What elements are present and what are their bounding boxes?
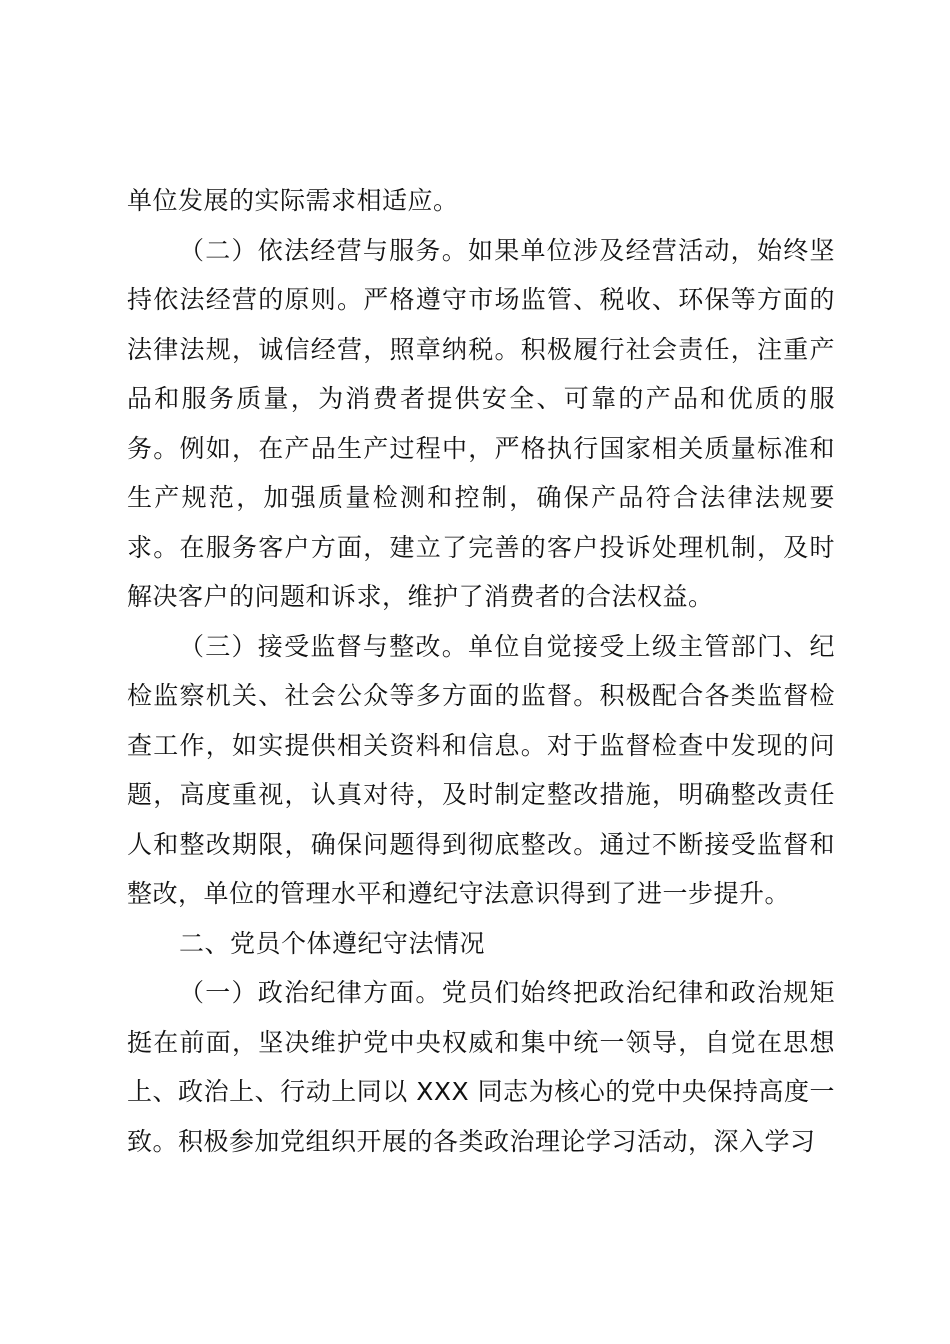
paragraph-supervision-rectification: （三）接受监督与整改。单位自觉接受上级主管部门、纪检监察机关、社会公众等多方面的监督。积极配合各类监督检查工作，如实提供相关资料和信息。对于监督检查中发现的问题，高度重视，认真对待，及时制定整改措施，明确整改责任人和整改期限，确保问题得到彻底整改。通过不断接受监督和整改，单位的管理水平和遵纪守法意识得到了进一步提升。 (127, 631, 835, 908)
paragraph-lawful-operation: （二）依法经营与服务。如果单位涉及经营活动，始终坚持依法经营的原则。严格遵守市场监管、税收、环保等方面的法律法规，诚信经营，照章纳税。积极履行社会责任，注重产品和服务质量，为消费者提供安全、可靠的产品和优质的服务。例如，在产品生产过程中，严格执行国家相关质量标准和生产规范，加强质量检测和控制，确保产品符合法律法规要求。在服务客户方面，建立了完善的客户投诉处理机制，及时解决客户的问题和诉求，维护了消费者的合法权益。 (127, 235, 835, 611)
document-body (127, 176, 835, 1166)
paragraph-political-discipline: （一）政治纪律方面。党员们始终把政治纪律和政治规矩挺在前面，坚决维护党中央权威和集中统一领导，自觉在思想上、政治上、行动上同以 XXX 同志为核心的党中央保持高度一致。积极参加党组织开展的各类政治理论学习活动，深入学习 (127, 978, 835, 1156)
section-heading-party-members: 二、党员个体遵纪守法情况 (179, 928, 486, 958)
paragraph-continuation: 单位发展的实际需求相适应。 (127, 186, 459, 215)
